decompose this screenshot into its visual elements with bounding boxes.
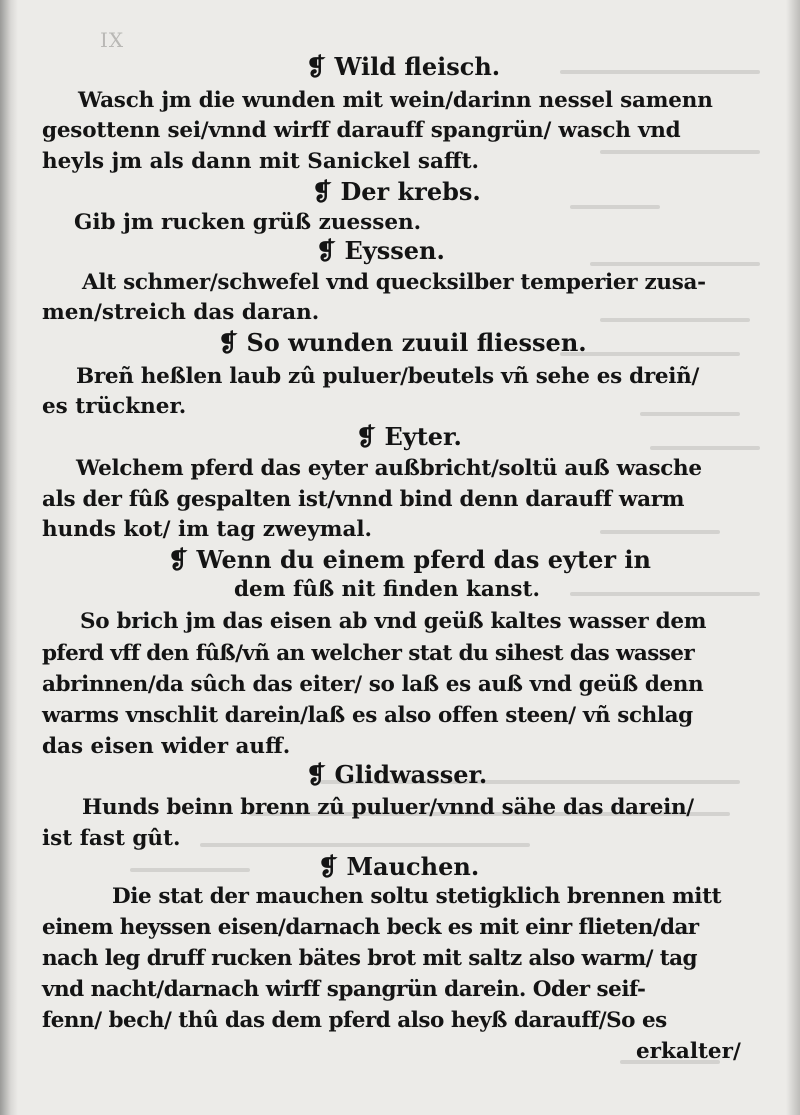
text-line: das eisen wider auff. — [42, 734, 291, 759]
catchword-line: erkalter/ — [636, 1039, 741, 1064]
text-line: Wasch jm die wunden mit wein/darinn nessel samenn — [78, 88, 713, 113]
heading-glidwasser: ❡ Glidwasser. — [306, 760, 488, 789]
heading-mauchen: ❡ Mauchen. — [318, 852, 480, 881]
text-line: Breñ heßlen laub zû puluer/beutels vñ sehe es dreiñ/ — [76, 364, 700, 389]
folio-number: IX — [100, 28, 125, 52]
text-line: gesottenn sei/vnnd wirff darauff spangrün/ wasch vnd — [42, 118, 681, 143]
text-line: vnd nacht/darnach wirff spangrün darein. Oder seif- — [42, 977, 646, 1002]
text-line: men/streich das daran. — [42, 300, 320, 325]
text-line: nach leg druff rucken bätes brot mit saltz also warm/ tag — [42, 946, 697, 971]
heading-der-krebs: ❡ Der krebs. — [312, 177, 481, 206]
heading-eyter: ❡ Eyter. — [356, 422, 462, 451]
text-line: So brich jm das eisen ab vnd geüß kaltes wasser dem — [80, 609, 707, 634]
text-line: Welchem pferd das eyter außbricht/soltü auß wasche — [76, 456, 702, 481]
heading-so-wunden: ❡ So wunden zuuil fliessen. — [218, 328, 587, 357]
heading-eyssen: ❡ Eyssen. — [316, 236, 445, 265]
text-line: warms vnschlit darein/laß es also offen steen/ vñ schlag — [42, 703, 693, 728]
text-line: ist fast gût. — [42, 826, 181, 851]
text-line: einem heyssen eisen/darnach beck es mit einr flieten/dar — [42, 915, 699, 940]
heading-wild-fleisch: ❡ Wild fleisch. — [306, 52, 501, 81]
text-line: heyls jm als dann mit Sanickel safft. — [42, 149, 479, 174]
text-line: als der fûß gespalten ist/vnnd bind denn darauff warm — [42, 487, 685, 512]
text-line: fenn/ bech/ thû das dem pferd also heyß darauff/So es — [42, 1008, 667, 1033]
text-line: Die stat der mauchen soltu stetigklich brennen mitt — [112, 884, 722, 909]
text-line: Hunds beinn brenn zû puluer/vnnd sähe das darein/ — [82, 795, 694, 820]
text-line: Alt schmer/schwefel vnd quecksilber temperier zusa- — [82, 270, 706, 295]
text-line: abrinnen/da sûch das eiter/ so laß es auß vnd geüß denn — [42, 672, 704, 697]
text-line: es trückner. — [42, 394, 187, 419]
text-line: dem fûß nit finden kanst. — [234, 577, 540, 602]
text-line: Gib jm rucken grüß zuessen. — [74, 210, 422, 235]
text-line: pferd vff den fûß/vñ an welcher stat du sihest das wasser — [42, 641, 695, 666]
heading-wenn-du-einem: ❡ Wenn du einem pferd das eyter in — [168, 545, 651, 574]
text-line: hunds kot/ im tag zweymal. — [42, 517, 373, 542]
